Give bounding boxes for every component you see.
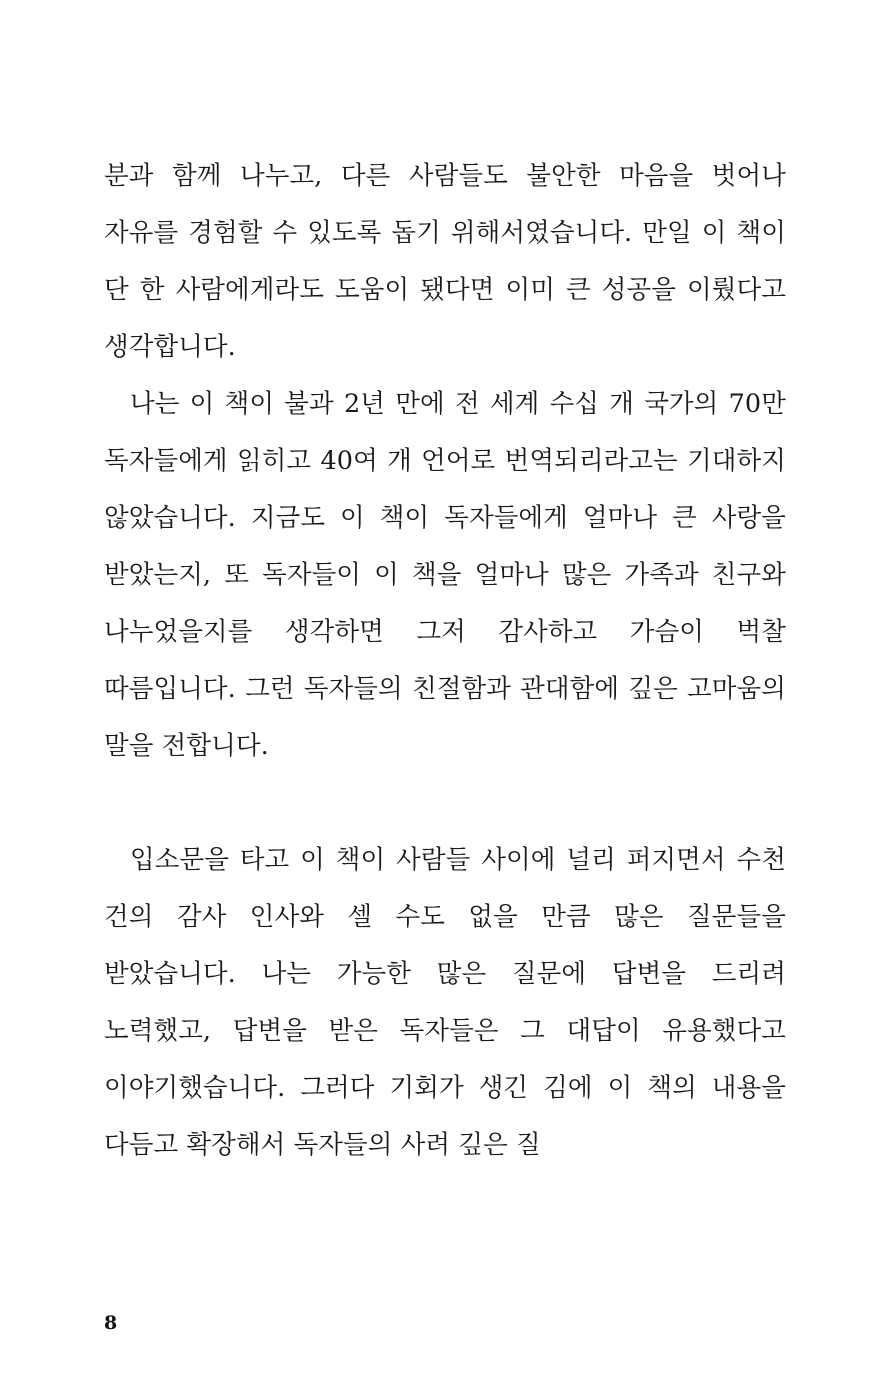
paragraph-spacer bbox=[104, 775, 786, 832]
page-body bbox=[104, 148, 786, 1174]
paragraph-2: 나는 이 책이 불과 2년 만에 전 세계 수십 개 국가의 70만 독자들에게 읽히고 40여 개 언어로 번역되리라고는 기대하지 않았습니다. 지금도 이 책이 독자들에게 얼마나 큰 사랑을 받았는지, 또 독자들이 이 책을 얼마나 많은 가족과 친구와 나누었을지를 생각하면 그저 감사하고 가슴이 벅찰 따름입니다. 그런 독자들의 친절함과 관대함에 깊은 고마움의 말을 전합니다. bbox=[104, 389, 786, 761]
paragraph-3: 입소문을 타고 이 책이 사람들 사이에 널리 퍼지면서 수천 건의 감사 인사와 셀 수도 없을 만큼 많은 질문들을 받았습니다. 나는 가능한 많은 질문에 답변을 드리려 노력했고, 답변을 받은 독자들은 그 대답이 유용했다고 이야기했습니다. 그러다 기회가 생긴 김에 이 책의 내용을 다듬고 확장해서 독자들의 사려 깊은 질 bbox=[104, 845, 786, 1160]
paragraph-1: 분과 함께 나누고, 다른 사람들도 불안한 마음을 벗어나 자유를 경험할 수 있도록 돕기 위해서였습니다. 만일 이 책이 단 한 사람에게라도 도움이 됐다면 이미 큰 성공을 이뤘다고 생각합니다. bbox=[104, 161, 786, 362]
page-number: 8 bbox=[104, 1312, 118, 1334]
